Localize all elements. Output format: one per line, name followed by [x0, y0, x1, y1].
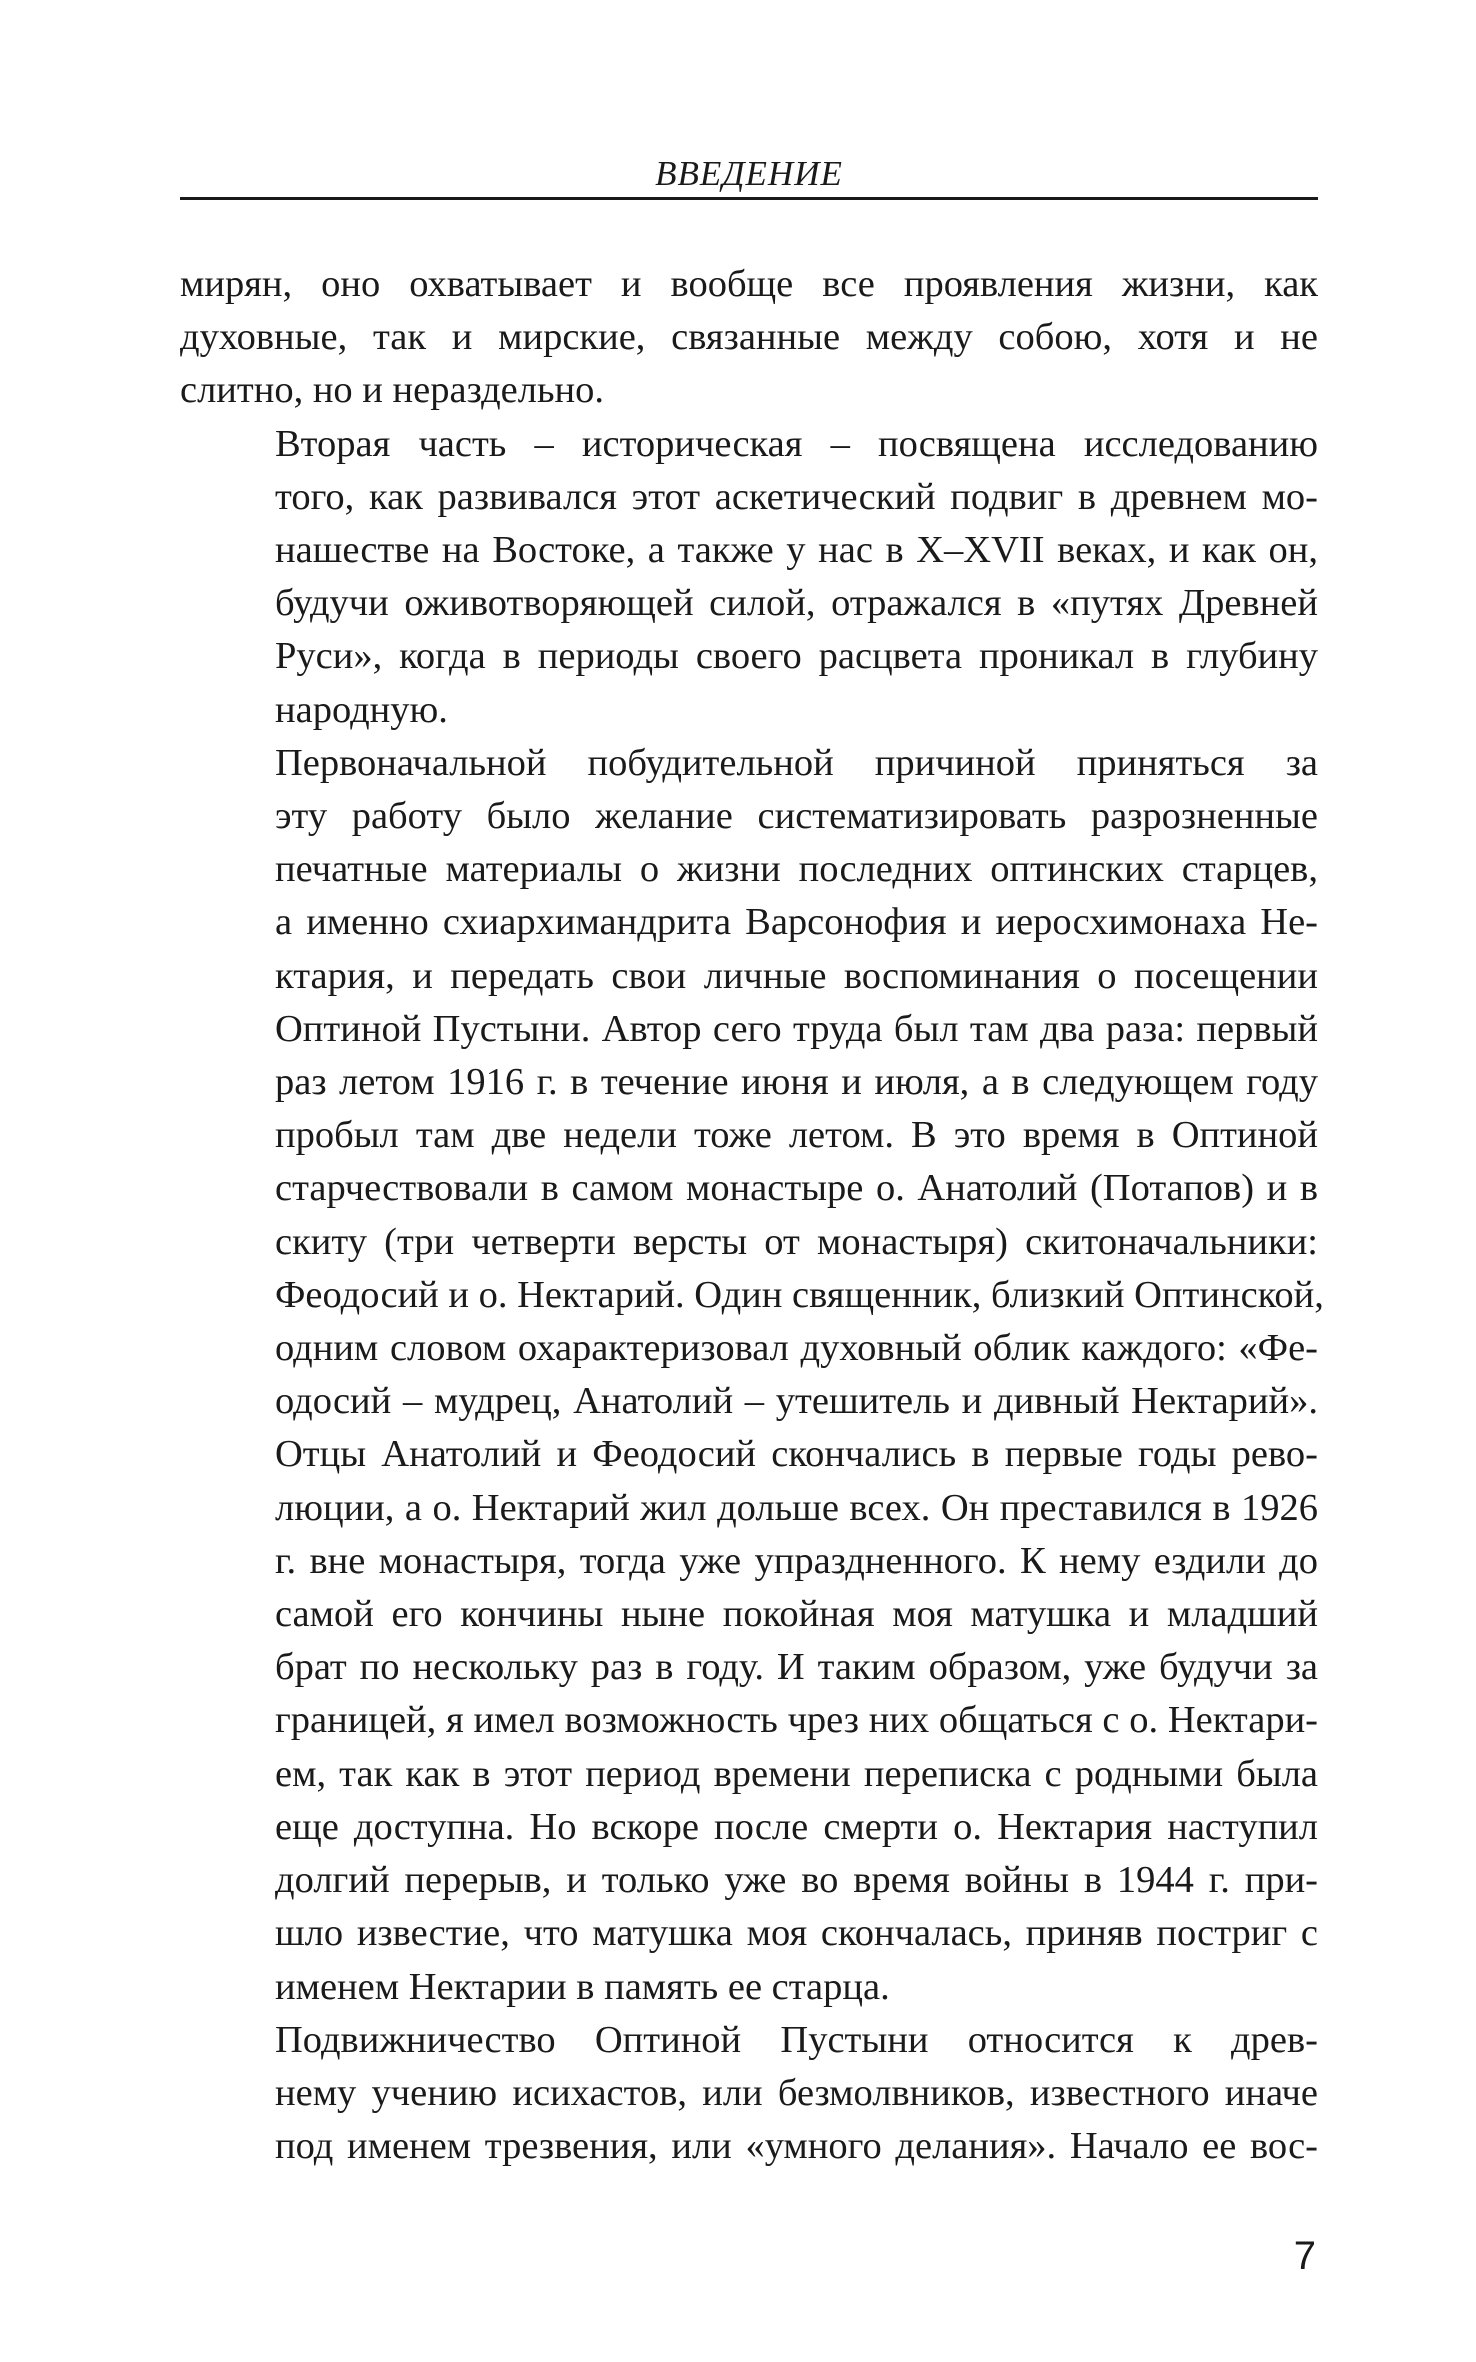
page-number: 7: [1293, 2234, 1316, 2278]
paragraph: [180, 2014, 1318, 2174]
text-line: под именем трезвения, или «умного делания». Начало ее вос-: [275, 2125, 1318, 2168]
text-line: нашестве на Востоке, а также у нас в X–XVII веках, и как он,: [275, 529, 1318, 572]
text-line: границей, я имел возможность чрез них общаться с о. Нектари-: [275, 1699, 1318, 1742]
text-line: люции, а о. Нектарий жил дольше всех. Он преставился в 1926: [275, 1486, 1318, 1529]
text-line: слитно, но и нераздельно.: [180, 369, 605, 412]
text-line: скиту (три четверти версты от монастыря) скитоначальники:: [275, 1220, 1318, 1263]
text-line: Первоначальной побудительной причиной приняться за: [275, 741, 1318, 784]
text-line: Отцы Анатолий и Феодосий скончались в первые годы рево-: [275, 1433, 1318, 1476]
text-line: самой его кончины ныне покойная моя матушка и младший: [275, 1593, 1318, 1636]
text-line: ем, так как в этот период времени переписка с родными была: [275, 1752, 1318, 1795]
running-head: ВВЕДЕНИЕ: [655, 154, 843, 193]
text-line: долгий перерыв, и только уже во время войны в 1944 г. при-: [275, 1859, 1318, 1902]
text-line: одосий – мудрец, Анатолий – утешитель и дивный Нектарий».: [275, 1380, 1318, 1423]
paragraph: [180, 737, 1324, 2014]
text-line: Руси», когда в периоды своего расцвета проникал в глубину: [275, 635, 1318, 678]
text-line: г. вне монастыря, тогда уже упраздненного. К нему ездили до: [275, 1539, 1318, 1582]
text-line: нему учению исихастов, или безмолвников, известного иначе: [275, 2071, 1318, 2114]
text-line: народную.: [275, 688, 448, 731]
text-line: будучи оживотворяющей силой, отражался в «путях Древней: [275, 582, 1318, 625]
text-line: Феодосий и о. Нектарий. Один священник, близкий Оптинской,: [275, 1273, 1324, 1316]
text-line: Оптиной Пустыни. Автор сего труда был там два раза: первый: [275, 1007, 1318, 1050]
text-line: ктария, и передать свои личные воспоминания о посещении: [275, 954, 1318, 997]
text-line: одним словом охарактеризовал духовный облик каждого: «Фе-: [275, 1327, 1318, 1370]
text-line: мирян, оно охватывает и вообще все проявления жизни, как: [180, 263, 1318, 305]
body-text: [180, 258, 1324, 2173]
text-line: духовные, так и мирские, связанные между собою, хотя и не: [180, 316, 1318, 359]
header-rule: [180, 197, 1318, 200]
text-line: пробыл там две недели тоже летом. В это время в Оптиной: [275, 1114, 1318, 1157]
text-line: а именно схиархимандрита Варсонофия и иеросхимонаха Не-: [275, 901, 1318, 944]
text-line: раз летом 1916 г. в течение июня и июля, а в следующем году: [275, 1061, 1318, 1104]
paragraph: [180, 418, 1318, 737]
text-line: Подвижничество Оптиной Пустыни относится к древ-: [275, 2018, 1318, 2061]
text-line: Вторая часть – историческая – посвящена исследованию: [275, 422, 1318, 465]
text-line: брат по нескольку раз в году. И таким образом, уже будучи за: [275, 1646, 1318, 1689]
text-line: печатные материалы о жизни последних оптинских старцев,: [275, 848, 1318, 891]
text-line: именем Нектарии в память ее старца.: [275, 1965, 890, 2008]
text-line: старчествовали в самом монастыре о. Анатолий (Потапов) и в: [275, 1167, 1318, 1210]
text-line: эту работу было желание систематизировать разрозненные: [275, 795, 1318, 838]
text-line: шло известие, что матушка моя скончалась, приняв постриг с: [275, 1912, 1318, 1955]
paragraph: [180, 258, 1318, 418]
text-line: еще доступна. Но вскоре после смерти о. Нектария наступил: [275, 1805, 1318, 1848]
text-line: того, как развивался этот аскетический подвиг в древнем мо-: [275, 475, 1318, 518]
